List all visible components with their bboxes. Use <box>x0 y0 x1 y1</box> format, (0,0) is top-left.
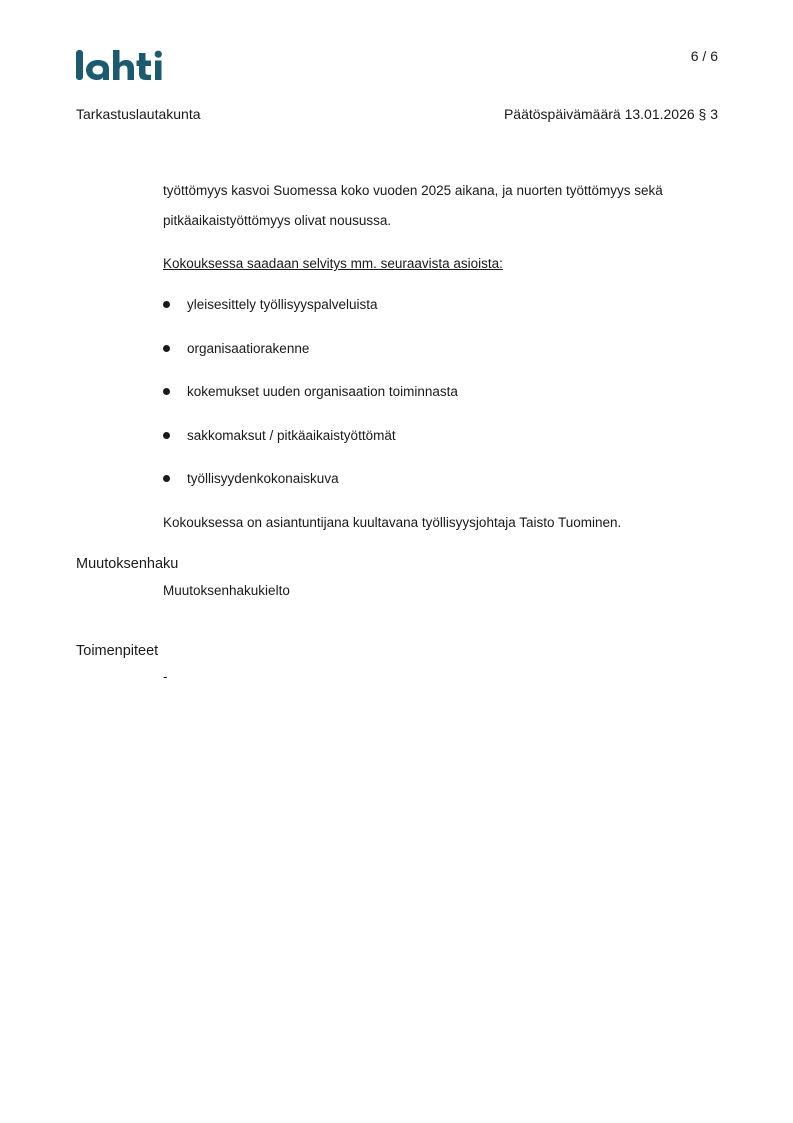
bullet-icon <box>163 475 170 482</box>
appeal-text: Muutoksenhakukielto <box>163 583 290 598</box>
bullet-icon <box>163 432 170 439</box>
actions-heading: Toimenpiteet <box>76 643 159 659</box>
list-item <box>163 379 458 423</box>
list-item-text: sakkomaksut / pitkäaikaistyöttömät <box>187 427 396 443</box>
bullet-icon <box>163 301 170 308</box>
list-item-text: kokemukset uuden organisaation toiminnasta <box>187 384 458 399</box>
bullet-icon <box>163 345 170 352</box>
list-item-text: yleisesittely työllisyyspalveluista <box>187 297 378 312</box>
page-number: 6 / 6 <box>690 48 718 64</box>
list-item <box>163 423 458 467</box>
expert-paragraph: Kokouksessa on asiantuntijana kuultavana työllisyysjohtaja Taisto Tuominen. <box>163 515 622 530</box>
bullet-icon <box>163 388 170 395</box>
list-item <box>163 292 458 336</box>
lahti-logo <box>76 48 168 82</box>
list-item-text: työllisyydenkokonaiskuva <box>187 471 339 486</box>
board-name: Tarkastuslautakunta <box>76 106 201 122</box>
intro-paragraph: työttömyys kasvoi Suomessa koko vuoden 2025 aikana, ja nuorten työttömyys sekä pitkäaikaistyöttömyys olivat nousussa. <box>163 183 663 228</box>
list-heading-text: Kokouksessa saadaan selvitys mm. seuraavista asioista: <box>163 256 503 271</box>
list-heading <box>163 249 723 279</box>
list-item <box>163 466 458 510</box>
actions-text: - <box>163 669 168 684</box>
decision-date: Päätöspäivämäärä 13.01.2026 § 3 <box>503 106 718 122</box>
lahti-logo-icon <box>76 48 168 82</box>
list-item-text: organisaatiorakenne <box>187 340 310 356</box>
topic-list <box>163 292 458 510</box>
list-item <box>163 336 458 380</box>
appeal-heading: Muutoksenhaku <box>76 556 179 572</box>
